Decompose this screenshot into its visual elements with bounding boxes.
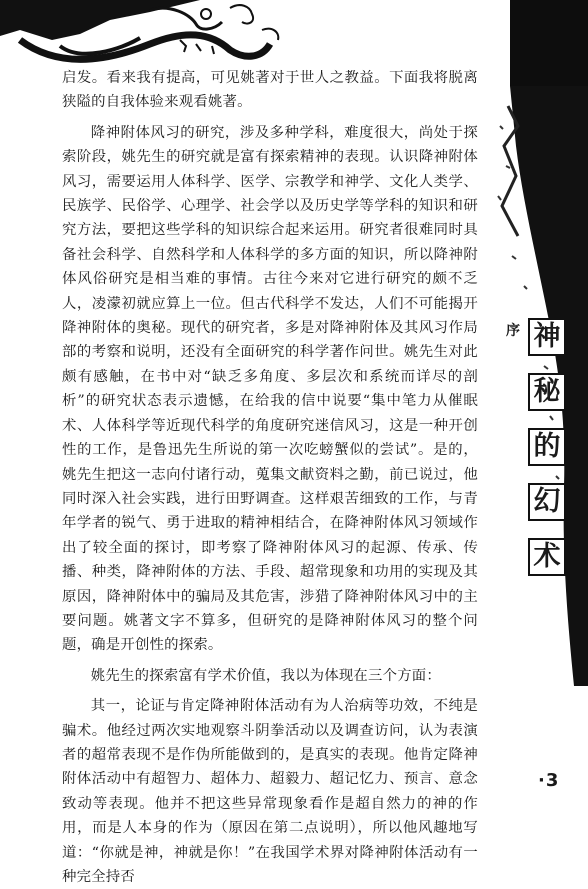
title-char: 幻 xyxy=(528,483,566,521)
title-char: 术 xyxy=(528,538,566,576)
preface-label: 序 xyxy=(506,323,520,339)
paragraph: 姚先生的探索富有学术价值，我以为体现在三个方面： xyxy=(90,667,441,684)
title-char: 神 xyxy=(528,318,566,356)
paragraph: 降神附体风习的研究，涉及多种学科，难度很大，尚处于探索阶段，姚先生的研究就是富有探索精神的表现。认识降神附体风习，需要运用人体科学、医学、宗教学和神学、文化人类学、民族学、民俗学、心理学、社会学以及历史学等学科的知识和研究方法，要把这些学科的知识综合起来运用。研究者很难同时具备社会科学、自然科学和人体科学的多方面的知识，所以降神附体风俗研究是相当难的事情。古往今来对它进行研究的颇不乏人，凌濛初就应算上一位。但古代科学不发达，人们不可能揭开降神附体的奥秘。现代的研究者，多是对降神附体及其风习作局部的考察和说明，还没有全面研究的科学著作问世。姚先生对此颇有感触，在书中对“缺乏多角度、多层次和系统而详尽的剖析”的研究状态表示遗憾，在给我的信中说要“集中笔力从催眠术、人体科学等近现代科学的角度研究迷信风习，这是一种开创性的工作，是鲁迅先生所说的第一次吃螃蟹似的尝试”。是的，姚先生把这一志向付诸行动，蒐集文献资料之勤，前已说过，他同时深入社会实践，进行田野调查。这样艰苦细致的工作，与青年学者的锐气、勇于进取的精神相结合，在降神附体风习领域作出了较全面的探讨，即考察了降神附体风习的起源、传承、传播、种类，降神附体的方法、手段、超常现象和功用的实现及其原因，降神附体中的骗局及其危害，涉猎了降神附体风习中的主要问题。姚著文字不算多，但研究的是降神附体风习的整个问题，确是开创性的探索。 xyxy=(62,124,478,654)
corner-black-block xyxy=(510,0,588,86)
title-char: 的 xyxy=(528,428,566,466)
title-char: 秘 xyxy=(528,373,566,411)
dragon-header-ornament xyxy=(0,0,330,70)
vertical-book-title xyxy=(528,318,568,593)
body-text xyxy=(62,66,478,889)
page-number: · 3 xyxy=(538,770,558,791)
paragraph: 启发。看来我有提高，可见姚著对于世人之教益。下面我将脱离狭隘的自我体验来观看姚著。 xyxy=(62,70,478,111)
paragraph: 其一，论证与肯定降神附体活动有为人治病等功效，不纯是骗术。他经过两次实地观察斗阴拳活动以及调查访问，认为表演者的超常表现不是作伪所能做到的，是真实的表现。他肯定降神附体活动中有超智力、超体力、超毅力、超记忆力、预言、意念致动等表现。他并不把这些异常现象看作是超自然力的神的作用，而是人本身的作为（原因在第二点说明），所以他风趣地写道：“你就是神，神就是你！”在我国学术界对降神附体活动有一种完全持否 xyxy=(62,698,478,885)
